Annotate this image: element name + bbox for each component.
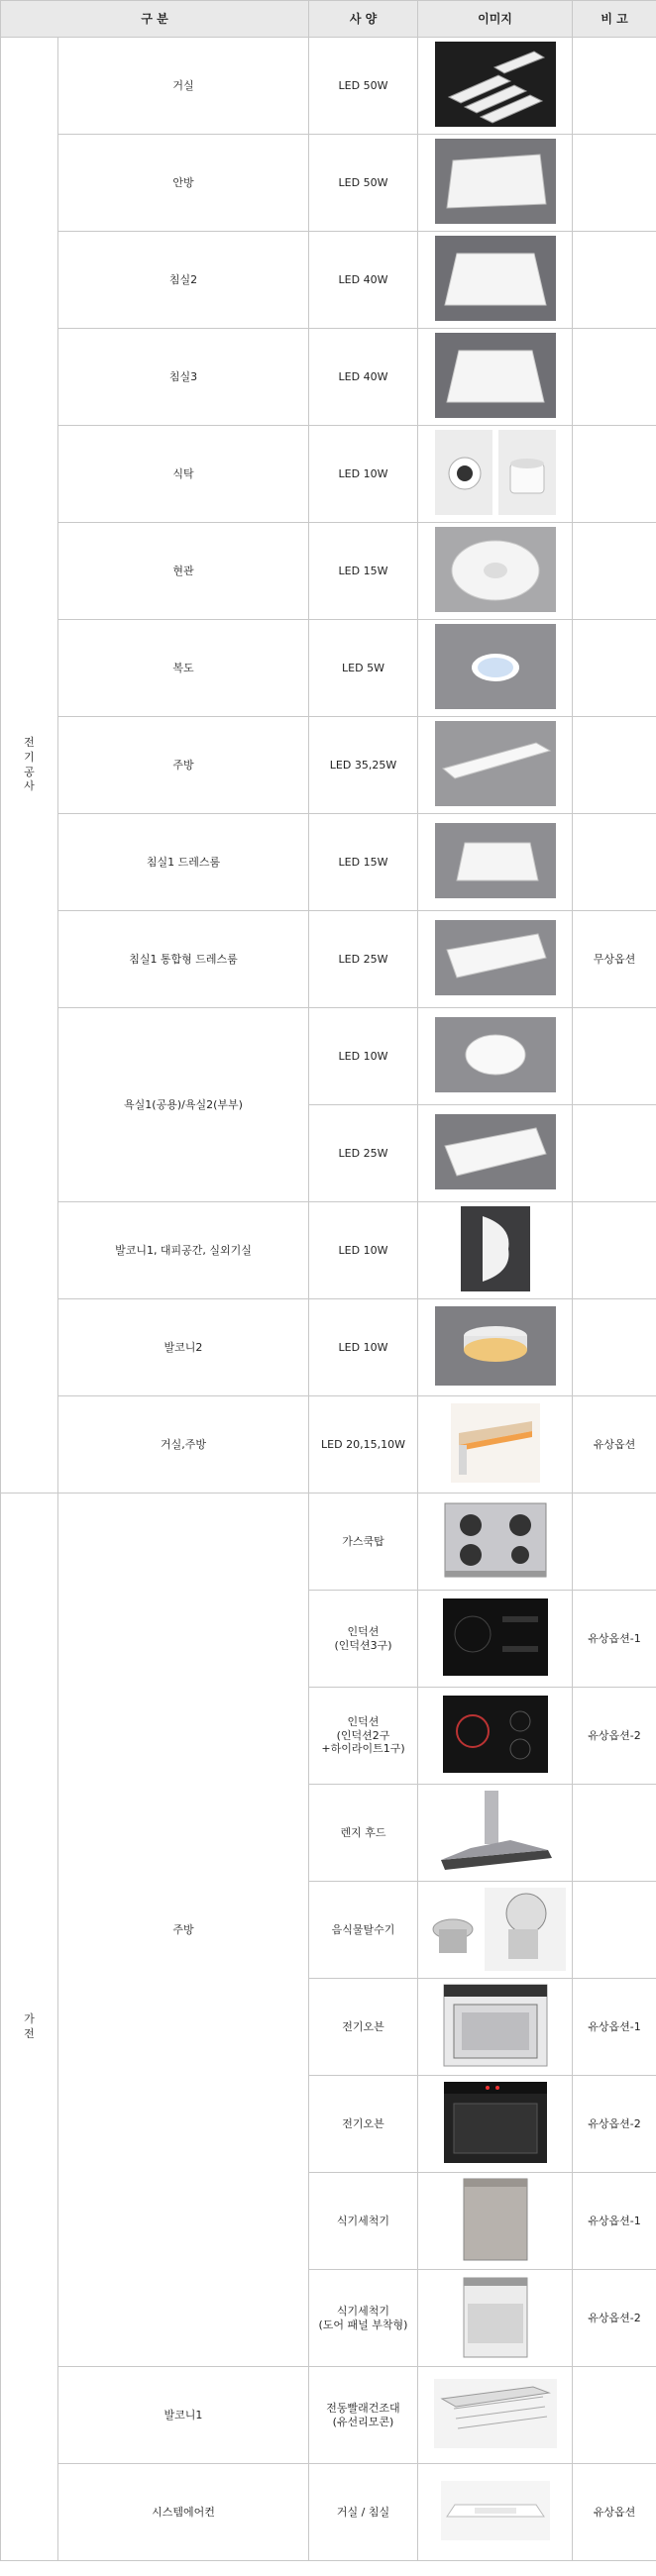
note-cell: [573, 232, 656, 329]
note-cell: [573, 38, 656, 135]
note-cell: 유상옵션-1: [573, 2173, 656, 2270]
image-cell: [418, 2367, 573, 2464]
header-category: 구 분: [1, 1, 309, 38]
table-row: [1, 814, 656, 911]
table-row: [1, 2367, 656, 2464]
note-cell: [573, 1882, 656, 1979]
spec-cell: LED 40W: [309, 329, 418, 426]
image-cell: [418, 1979, 573, 2076]
location-cell: 발코니1: [58, 2367, 309, 2464]
header-row: [1, 1, 656, 38]
led-strip-image: [451, 1403, 540, 1483]
location-cell: 현관: [58, 523, 309, 620]
note-cell: 유상옵션-2: [573, 2076, 656, 2173]
note-cell: 유상옵션: [573, 1396, 656, 1494]
note-cell: [573, 2367, 656, 2464]
table-row: [1, 911, 656, 1008]
image-cell: [418, 620, 573, 717]
image-cell: [418, 1105, 573, 1202]
image-cell: [418, 1494, 573, 1591]
note-cell: [573, 620, 656, 717]
spec-cell: LED 20,15,10W: [309, 1396, 418, 1494]
spec-cell: LED 10W: [309, 1299, 418, 1396]
spec-cell: 인덕션 (인덕션3구): [309, 1591, 418, 1688]
spec-cell: LED 35,25W: [309, 717, 418, 814]
system-aircon-image: [441, 2481, 550, 2540]
linear-light-image: [435, 721, 556, 806]
note-cell: [573, 1202, 656, 1299]
note-cell: 유상옵션-1: [573, 1591, 656, 1688]
category-appliance: [1, 1494, 58, 2561]
location-cell: 침실1 통합형 드레스룸: [58, 911, 309, 1008]
spec-cell: LED 15W: [309, 523, 418, 620]
food-waste-disposer-image: [423, 1886, 568, 1971]
spot-light-image: [435, 430, 556, 515]
table-row: [1, 135, 656, 232]
table-row: [1, 1396, 656, 1494]
spec-cell: 식기세척기 (도어 패널 부착형): [309, 2270, 418, 2367]
table-row: [1, 1008, 656, 1105]
location-cell: 주방: [58, 717, 309, 814]
image-cell: [418, 329, 573, 426]
ceiling-lamp-image: [435, 1306, 556, 1386]
image-cell: [418, 38, 573, 135]
spec-cell: LED 50W: [309, 38, 418, 135]
image-cell: [418, 1396, 573, 1494]
note-cell: 유상옵션-1: [573, 1979, 656, 2076]
dishwasher-panel-image: [456, 2274, 535, 2359]
table-row: [1, 232, 656, 329]
square-panel-light-image: [435, 236, 556, 321]
spec-cell: 인덕션 (인덕션2구 +하이라이트1구): [309, 1688, 418, 1785]
electric-oven-silver-image: [440, 1983, 551, 2068]
spec-cell: LED 10W: [309, 426, 418, 523]
note-cell: 유상옵션-2: [573, 2270, 656, 2367]
note-cell: 유상옵션: [573, 2464, 656, 2561]
spec-cell: 음식물탈수기: [309, 1882, 418, 1979]
spec-cell: 전기오븐: [309, 2076, 418, 2173]
location-cell: 식탁: [58, 426, 309, 523]
note-cell: 무상옵션: [573, 911, 656, 1008]
image-cell: [418, 135, 573, 232]
location-cell: 복도: [58, 620, 309, 717]
laundry-drying-rack-image: [434, 2379, 557, 2448]
electric-oven-black-image: [440, 2080, 551, 2165]
spec-cell: 가스쿡탑: [309, 1494, 418, 1591]
location-cell: 주방: [58, 1494, 309, 2367]
spec-cell: LED 10W: [309, 1008, 418, 1105]
category-appliance-label: 가 전: [24, 2011, 35, 2040]
note-cell: [573, 135, 656, 232]
location-cell: 발코니2: [58, 1299, 309, 1396]
location-cell: 거실,주방: [58, 1396, 309, 1494]
image-cell: [418, 1202, 573, 1299]
table-row: [1, 329, 656, 426]
table-row: [1, 1299, 656, 1396]
image-cell: [418, 523, 573, 620]
round-ceiling-light-image: [435, 527, 556, 612]
spec-cell: 전기오븐: [309, 1979, 418, 2076]
spec-cell: LED 15W: [309, 814, 418, 911]
image-cell: [418, 1591, 573, 1688]
image-cell: [418, 426, 573, 523]
header-spec: 사 양: [309, 1, 418, 38]
category-electric-label: 전 기 공 사: [24, 735, 35, 793]
dishwasher-image: [456, 2177, 535, 2262]
rect-panel-light-image: [435, 1114, 556, 1189]
linear-panel-light-image: [435, 42, 556, 127]
spec-cell: LED 5W: [309, 620, 418, 717]
image-cell: [418, 2270, 573, 2367]
induction-hybrid-cooktop-image: [441, 1692, 550, 1777]
spec-cell: 식기세척기: [309, 2173, 418, 2270]
note-cell: [573, 1008, 656, 1105]
image-cell: [418, 814, 573, 911]
spec-cell: LED 40W: [309, 232, 418, 329]
spec-cell: LED 50W: [309, 135, 418, 232]
spec-cell: LED 25W: [309, 1105, 418, 1202]
table-row: [1, 1202, 656, 1299]
image-cell: [418, 232, 573, 329]
location-cell: 안방: [58, 135, 309, 232]
image-cell: [418, 717, 573, 814]
note-cell: [573, 426, 656, 523]
table-row: [1, 717, 656, 814]
spec-cell: 전동빨래건조대 (유선리모콘): [309, 2367, 418, 2464]
location-cell: 침실2: [58, 232, 309, 329]
category-electric: [1, 38, 58, 1494]
image-cell: [418, 1688, 573, 1785]
image-cell: [418, 1008, 573, 1105]
note-cell: [573, 329, 656, 426]
table-row: [1, 38, 656, 135]
image-cell: [418, 2076, 573, 2173]
location-cell: 침실3: [58, 329, 309, 426]
round-ceiling-light-image: [435, 1017, 556, 1092]
note-cell: [573, 1785, 656, 1882]
induction-cooktop-image: [441, 1595, 550, 1680]
note-cell: [573, 1105, 656, 1202]
table-row: [1, 523, 656, 620]
wall-light-image: [461, 1206, 530, 1291]
gas-cooktop-image: [441, 1497, 550, 1583]
note-cell: [573, 523, 656, 620]
spec-cell: LED 10W: [309, 1202, 418, 1299]
table-row: [1, 426, 656, 523]
image-cell: [418, 2173, 573, 2270]
note-cell: [573, 717, 656, 814]
image-cell: [418, 1785, 573, 1882]
square-panel-light-image: [435, 333, 556, 418]
location-cell: 욕실1(공용)/욕실2(부부): [58, 1008, 309, 1202]
location-cell: 발코니1, 대피공간, 실외기실: [58, 1202, 309, 1299]
note-cell: 유상옵션-2: [573, 1688, 656, 1785]
location-cell: 침실1 드레스룸: [58, 814, 309, 911]
spec-cell: LED 25W: [309, 911, 418, 1008]
location-cell: 시스템에어컨: [58, 2464, 309, 2561]
note-cell: [573, 1299, 656, 1396]
downlight-image: [435, 624, 556, 709]
image-cell: [418, 1882, 573, 1979]
square-panel-light-image: [435, 139, 556, 224]
image-cell: [418, 2464, 573, 2561]
note-cell: [573, 1494, 656, 1591]
table-row: [1, 1494, 656, 1591]
rect-panel-light-image: [435, 920, 556, 995]
table-row: [1, 620, 656, 717]
table-row: [1, 2464, 656, 2561]
square-panel-light-image: [435, 823, 556, 898]
note-cell: [573, 814, 656, 911]
spec-cell: 렌지 후드: [309, 1785, 418, 1882]
header-note: 비 고: [573, 1, 656, 38]
image-cell: [418, 1299, 573, 1396]
location-cell: 거실: [58, 38, 309, 135]
spec-cell: 거실 / 침실: [309, 2464, 418, 2561]
range-hood-image: [431, 1789, 560, 1874]
header-image: 이미지: [418, 1, 573, 38]
image-cell: [418, 911, 573, 1008]
